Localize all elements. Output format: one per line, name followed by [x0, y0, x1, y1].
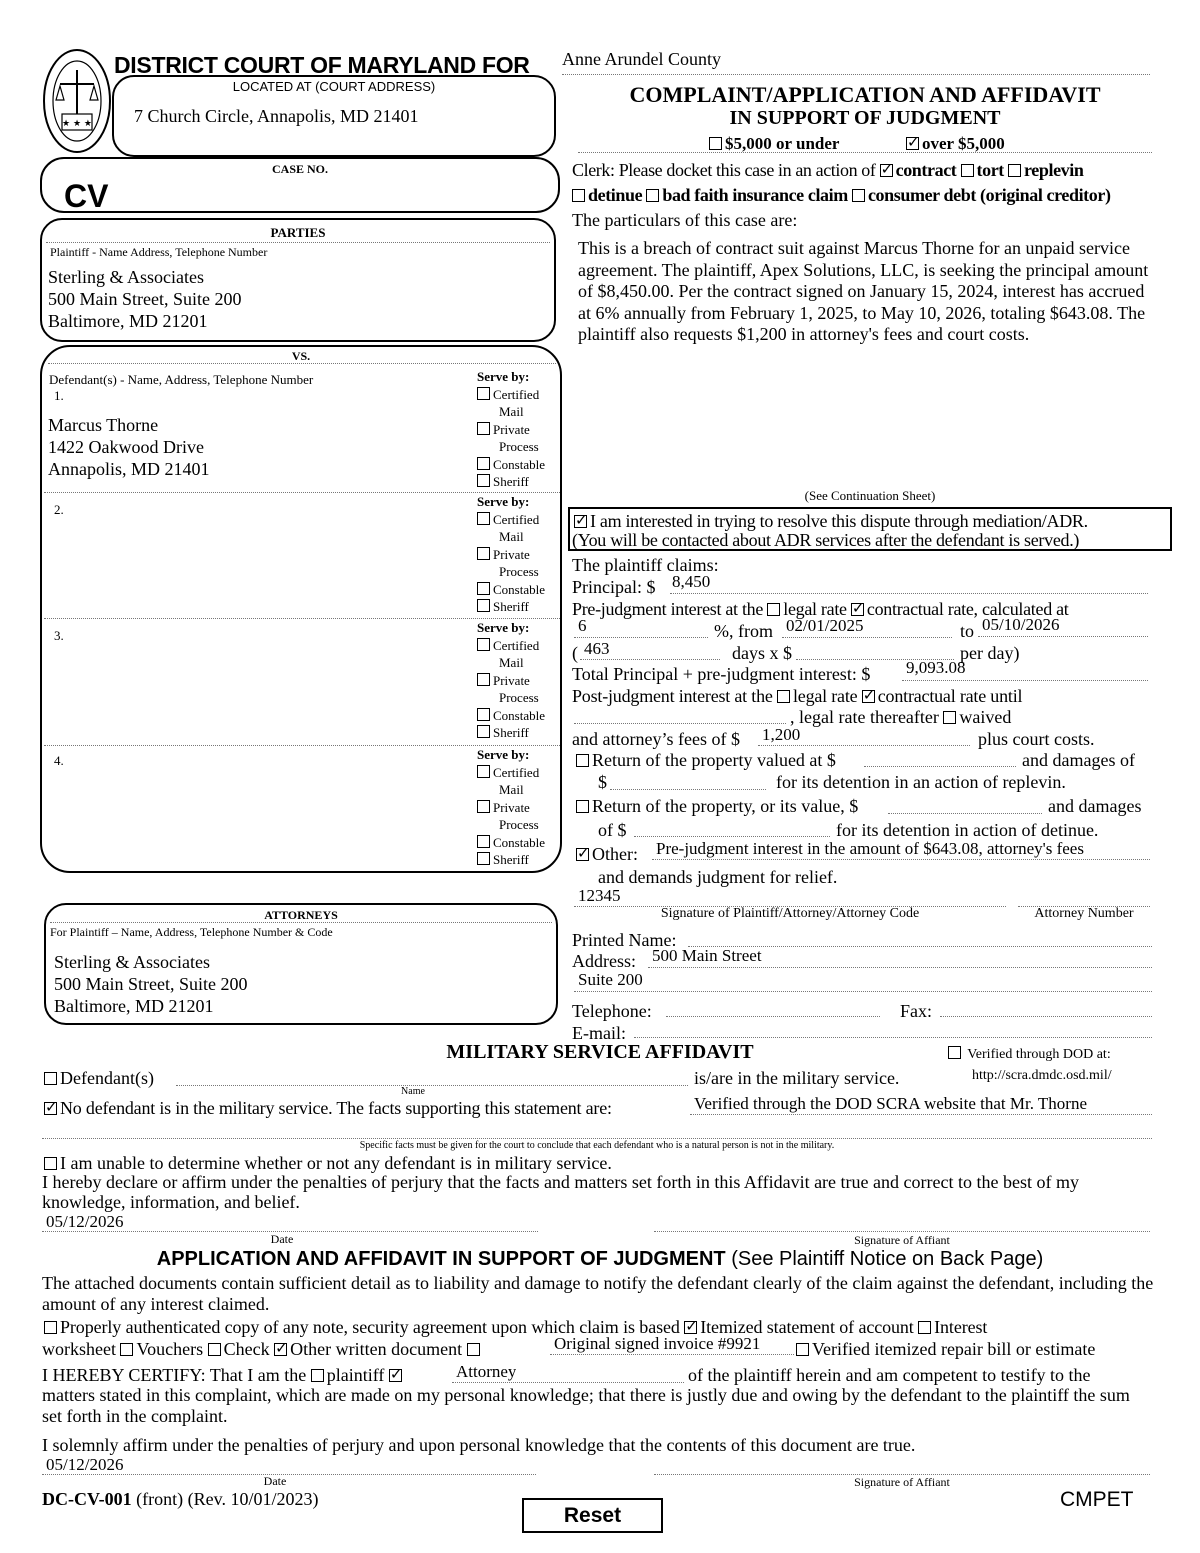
reset-button[interactable]: Reset [522, 1498, 663, 1533]
consumer-debt-checkbox[interactable] [852, 189, 865, 202]
interest-worksheet-checkbox[interactable] [918, 1321, 931, 1334]
vs-label: VS. [291, 349, 311, 363]
attorneys-box [44, 903, 558, 1025]
specific-facts-note: Specific facts must be given for the court to conclude that each defendant who is a natural person is not in the military. [359, 1140, 835, 1151]
telephone-label: Telephone: [572, 1001, 652, 1021]
application-text: The attached documents contain sufficient detail as to liability and damage to notify the defendant clearly of the claim against the defendant, including the amount of any interest claimed. [42, 1273, 1154, 1314]
bad-faith-checkbox[interactable] [646, 189, 659, 202]
defendant-label: Defendant(s) - Name, Address, Telephone Number [49, 372, 314, 387]
constable-checkbox[interactable] [477, 835, 490, 848]
sheriff-checkbox[interactable] [477, 852, 490, 865]
docket-line-2: detinue bad faith insurance claim consumer debt (original creditor) [572, 184, 1111, 206]
case-number-box [40, 157, 560, 213]
amount-over-option[interactable]: ✓ over $5,000 [906, 133, 1005, 154]
application-title-note: (See Plaintiff Notice on Back Page) [731, 1248, 1044, 1270]
plaintiff-box [40, 218, 556, 342]
docket-line-1: Clerk: Please docket this case in an action of ✓ contract tort replevin [572, 159, 1083, 181]
sheriff-checkbox[interactable] [477, 474, 490, 487]
signature-label: Signature of Plaintiff/Attorney/Attorney Code [660, 906, 920, 921]
adr-checkbox[interactable] [574, 515, 587, 528]
application-title-row [44, 1247, 1156, 1271]
dod-verified-checkbox[interactable] [948, 1046, 961, 1059]
certify-line-1-end: of the plaintiff herein and am competent to testify to the [688, 1365, 1091, 1385]
parties-header: PARTIES [270, 225, 326, 240]
constable-checkbox[interactable] [477, 582, 490, 595]
attorneys-header: ATTORNEYS [264, 908, 338, 922]
fax-label: Fax: [900, 1001, 933, 1021]
constable-checkbox[interactable] [477, 708, 490, 721]
demands-judgment: and demands judgment for relief. [598, 867, 838, 887]
form-title-line2: IN SUPPORT OF JUDGMENT [729, 107, 1001, 129]
sheriff-checkbox[interactable] [477, 599, 490, 612]
check-checkbox[interactable] [208, 1343, 221, 1356]
legal-thereafter-line: , legal rate thereafter waived [790, 707, 1012, 727]
repair-bill-option[interactable]: Verified itemized repair bill or estimate [796, 1338, 1095, 1360]
military-signature-label: Signature of Affiant [854, 1233, 950, 1247]
court-title: DISTRICT COURT OF MARYLAND FOR [114, 52, 530, 78]
defendant-1-serve-by: Serve by: Certified Mail Private Process Constable Sheriff [477, 369, 545, 489]
certified-mail-checkbox[interactable] [477, 387, 490, 400]
defendant-1-number: 1. [54, 388, 64, 403]
address-line2-value[interactable]: Suite 200 [578, 970, 643, 989]
defendant-4-number: 4. [54, 753, 64, 768]
constable-checkbox[interactable] [477, 457, 490, 470]
form-revision: (front) (Rev. 10/01/2023) [136, 1489, 319, 1509]
replevin-detention-label: for its detention in an action of replevin. [776, 772, 1066, 792]
attorneys-label: For Plaintiff – Name, Address, Telephone Number & Code [50, 925, 333, 939]
fees-label: and attorney’s fees of $ [572, 729, 740, 749]
detinue-option[interactable]: Return of the property, or its value, $ [576, 795, 858, 817]
private-process-checkbox[interactable] [477, 547, 490, 560]
per-day-label: per day) [960, 643, 1020, 663]
other-claim-value[interactable]: Pre-judgment interest in the amount of $643.08, attorney's fees [656, 839, 1084, 858]
total-value[interactable]: 9,093.08 [906, 658, 966, 677]
case-prefix[interactable]: CV [64, 178, 109, 214]
detinue-checkbox[interactable] [572, 189, 585, 202]
amount-under-option[interactable]: $5,000 or under [709, 133, 839, 154]
court-address-box [112, 75, 556, 157]
no-defendant-military-option[interactable]: ✓No defendant is in the military service. The facts supporting this statement are: [44, 1097, 612, 1119]
military-date-label: Date [270, 1232, 294, 1246]
detinue-dollar-label: of $ [598, 820, 627, 840]
application-title: APPLICATION AND AFFIDAVIT IN SUPPORT OF JUDGMENT [156, 1248, 726, 1270]
detinue-return-checkbox[interactable] [576, 800, 589, 813]
waived-checkbox[interactable] [943, 711, 956, 724]
county-value[interactable]: Anne Arundel County [562, 49, 721, 69]
certify-role-value[interactable]: Attorney [456, 1362, 517, 1381]
other-option[interactable]: ✓Other: [576, 843, 638, 865]
certified-mail-checkbox[interactable] [477, 638, 490, 651]
prejudgment-legal-rate-checkbox[interactable] [767, 603, 780, 616]
military-date-value[interactable]: 05/12/2026 [46, 1212, 124, 1231]
location-label: LOCATED AT (COURT ADDRESS) [232, 79, 436, 94]
tort-checkbox[interactable] [961, 164, 974, 177]
defendant-2-number: 2. [54, 502, 64, 517]
repair-bill-checkbox[interactable] [796, 1343, 809, 1356]
printed-name-label: Printed Name: [572, 930, 677, 950]
other-claim-checkbox[interactable] [576, 848, 589, 861]
email-label: E-mail: [572, 1023, 626, 1043]
plaintiff-label: Plaintiff - Name Address, Telephone Number [50, 245, 268, 259]
adr-box [568, 507, 1172, 551]
detinue-damages-label: and damages [1048, 796, 1142, 816]
military-title: MILITARY SERVICE AFFIDAVIT [446, 1041, 754, 1063]
defendant-3-serve-by: Serve by: Certified Mail Private Process Constable Sheriff [477, 620, 545, 740]
private-process-checkbox[interactable] [477, 673, 490, 686]
to-label: to [960, 621, 975, 641]
adr-note: (You will be contacted about ADR services after the defendant is served.) [572, 530, 1080, 550]
private-process-checkbox[interactable] [477, 422, 490, 435]
documents-line-1: Properly authenticated copy of any note, security agreement upon which claim is based ✓ Itemized statement of account Interest [44, 1316, 987, 1338]
plus-costs-label: plus court costs. [978, 729, 1095, 749]
principal-label: Principal: $ [572, 577, 656, 597]
note-copy-checkbox[interactable] [44, 1321, 57, 1334]
replevin-return-checkbox[interactable] [576, 754, 589, 767]
other-document-checkbox[interactable] [274, 1343, 287, 1356]
private-process-checkbox[interactable] [477, 800, 490, 813]
prejudgment-contractual-rate-checkbox[interactable] [851, 603, 864, 616]
plaintiff-info[interactable]: Sterling & Associates 500 Main Street, Suite 200 Baltimore, MD 21201 [48, 267, 242, 331]
is-in-military-label: is/are in the military service. [694, 1068, 900, 1088]
certify-line-1: I HEREBY CERTIFY: That I am the plaintiff ✓ [42, 1364, 405, 1386]
form-title-line1: COMPLAINT/APPLICATION AND AFFIDAVIT [629, 82, 1101, 107]
postjudgment-contractual-rate-checkbox[interactable] [862, 690, 875, 703]
unable-determine-option[interactable]: I am unable to determine whether or not any defendant is in military service. [44, 1152, 612, 1174]
documents-line-2: worksheet Vouchers Check ✓ Other written document [42, 1338, 483, 1360]
certified-mail-checkbox[interactable] [477, 512, 490, 525]
defendants-military-option[interactable]: Defendant(s) [44, 1067, 154, 1089]
replevin-checkbox[interactable] [1008, 164, 1021, 177]
postjudgment-line: Post-judgment interest at the legal rate ✓ contractual rate until [572, 685, 1022, 707]
sheriff-checkbox[interactable] [477, 725, 490, 738]
military-declaration: I hereby declare or affirm under the penalties of perjury that the facts and matters set forth in this Affidavit are true and correct to the best of my knowledge, information, and belief. [42, 1172, 1079, 1212]
military-facts-value[interactable]: Verified through the DOD SCRA website that Mr. Thorne [694, 1094, 1088, 1113]
attorney-info[interactable]: Sterling & Associates 500 Main Street, Suite 200 Baltimore, MD 21201 [54, 952, 248, 1016]
continuation-note: (See Continuation Sheet) [804, 488, 936, 503]
postjudgment-legal-rate-checkbox[interactable] [777, 690, 790, 703]
defendant-1-info[interactable]: Marcus Thorne 1422 Oakwood Drive Annapolis, MD 21401 [48, 415, 210, 479]
particulars-label: The particulars of this case are: [572, 210, 798, 230]
total-label: Total Principal + pre-judgment interest: $ [572, 664, 871, 684]
prejudgment-line: Pre-judgment interest at the legal rate ✓ contractual rate, calculated at [572, 598, 1069, 620]
court-seal-icon [42, 48, 112, 154]
days-x-label: days x $ [732, 643, 792, 663]
defendant-2-serve-by: Serve by: Certified Mail Private Process Constable Sheriff [477, 494, 545, 614]
address-line1-value[interactable]: 500 Main Street [652, 946, 762, 965]
interest-rate-value[interactable]: 6 [578, 616, 587, 635]
dod-url[interactable]: http://scra.dmdc.osd.mil/ [972, 1068, 1112, 1083]
form-id: DC-CV-001 [42, 1489, 132, 1509]
certified-mail-checkbox[interactable] [477, 765, 490, 778]
other-document-value[interactable]: Original signed invoice #9921 [554, 1334, 761, 1353]
fees-value[interactable]: 1,200 [762, 725, 801, 744]
dod-verified-option[interactable]: Verified through DOD at: [948, 1046, 1111, 1063]
attorney-code-value[interactable]: 12345 [578, 886, 621, 905]
application-date-label: Date [263, 1474, 287, 1488]
form-code: CMPET [1060, 1488, 1134, 1511]
to-date-value[interactable]: 05/10/2026 [982, 615, 1060, 634]
certify-plaintiff-checkbox[interactable] [311, 1369, 324, 1382]
principal-value[interactable]: 8,450 [672, 572, 711, 591]
contract-checkbox[interactable] [880, 164, 893, 177]
unable-determine-checkbox[interactable] [44, 1157, 57, 1170]
defendants-military-checkbox[interactable] [44, 1072, 57, 1085]
other-document-extra-checkbox[interactable] [467, 1343, 480, 1356]
over-checkbox[interactable] [906, 137, 919, 150]
name-label: Name [401, 1086, 425, 1097]
attorney-number-label: Attorney Number [1034, 906, 1134, 921]
defendant-4-serve-by: Serve by: Certified Mail Private Process Constable Sheriff [477, 747, 545, 867]
svg-text:★ ★ ★: ★ ★ ★ [62, 119, 92, 129]
defendant-3-number: 3. [54, 628, 64, 643]
case-no-label: CASE NO. [271, 162, 328, 176]
days-value[interactable]: 463 [584, 639, 610, 658]
replevin-damages-label: and damages of [1022, 750, 1135, 770]
pct-from-label: %, from [714, 621, 773, 641]
address-label: Address: [572, 951, 636, 971]
no-defendant-military-checkbox[interactable] [44, 1102, 57, 1115]
application-date-value[interactable]: 05/12/2026 [46, 1455, 124, 1474]
affirm-text: I solemnly affirm under the penalties of perjury and upon personal knowledge that the contents of this document are true. [42, 1435, 916, 1455]
replevin-dollar: $ [598, 772, 607, 792]
detinue-detention-label: for its detention in action of detinue. [836, 820, 1099, 840]
court-address-value[interactable]: 7 Church Circle, Annapolis, MD 21401 [134, 106, 419, 126]
certify-text: matters stated in this complaint, which are made on my personal knowledge; that there is justly due and owing by the defendant to the plaintiff the sum set forth in the complaint. [42, 1385, 1130, 1426]
particulars-text[interactable]: This is a breach of contract suit against Marcus Thorne for an unpaid service agreement. The plaintiff, Apex Solutions, LLC, is seeking the principal amount of $8,450.00. Per the contract signed on January 15, 2024, interest has accrued at 6% annually from February 1, 2025, to May 10, 2026, totaling $643.08. The plaintiff also requests $1,200 in attorney's fees and court costs. [578, 238, 1149, 344]
replevin-option[interactable]: Return of the property valued at $ [576, 749, 836, 771]
form-id-row [42, 1488, 318, 1510]
claims-label: The plaintiff claims: [572, 555, 719, 575]
days-open-paren: ( [572, 643, 578, 663]
under-checkbox[interactable] [709, 137, 722, 150]
application-signature-label: Signature of Affiant [854, 1475, 950, 1489]
vouchers-checkbox[interactable] [120, 1343, 133, 1356]
adr-option[interactable]: ✓I am interested in trying to resolve this dispute through mediation/ADR. [574, 510, 1088, 532]
from-date-value[interactable]: 02/01/2025 [786, 616, 864, 635]
itemized-statement-checkbox[interactable] [684, 1321, 697, 1334]
certify-attorney-checkbox[interactable] [389, 1369, 402, 1382]
